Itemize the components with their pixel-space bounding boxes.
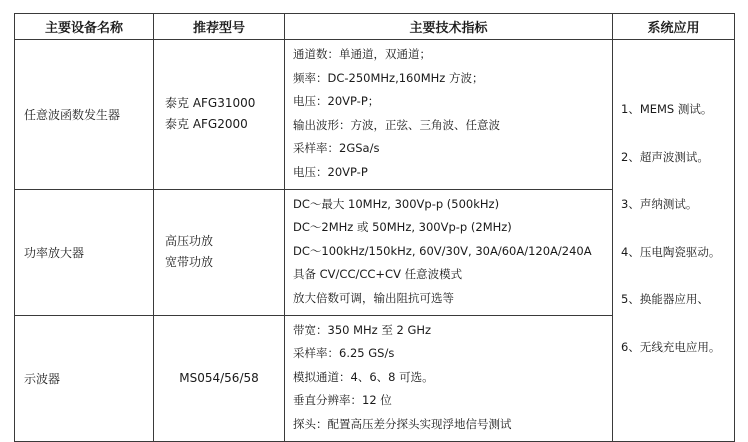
equipment-name: 功率放大器 — [15, 189, 154, 315]
model-cell — [154, 189, 285, 315]
spec-line: 垂直分辨率：12 位 — [293, 393, 392, 408]
application-item: 2、超声波测试。 — [621, 149, 709, 164]
spec-line: 带宽：350 MHz 至 2 GHz — [293, 322, 432, 337]
application-item: 6、无线充电应用。 — [621, 339, 721, 354]
spec-line: 采样率：6.25 GS/s — [293, 346, 395, 361]
application-item: 1、MEMS 测试。 — [621, 102, 713, 116]
application-item: 3、声纳测试。 — [621, 197, 698, 212]
spec-line: 电压：20VP-P； — [293, 94, 380, 109]
model-line: 高压功放 — [165, 234, 214, 249]
spec-line: DC～100kHz/150kHz, 60V/30V, 30A/60A/120A/240A — [293, 243, 592, 258]
model-cell — [154, 40, 285, 190]
specs-cell — [285, 40, 613, 190]
model-line: 宽带功放 — [165, 255, 214, 270]
spec-line: 探头：配置高压差分探头实现浮地信号测试 — [293, 416, 512, 431]
spec-line: 输出波形：方波，正弦、三角波、任意波 — [293, 117, 500, 132]
model-cell — [154, 315, 285, 441]
spec-line: 频率：DC-250MHz,160MHz 方波； — [293, 70, 484, 85]
model-line: MS054/56/58 — [179, 370, 259, 385]
spec-line: 具备 CV/CC/CC+CV 任意波模式 — [293, 267, 463, 282]
header-recommended-model: 推荐型号 — [154, 14, 285, 40]
table-row — [15, 40, 735, 190]
equipment-name: 任意波函数发生器 — [15, 40, 154, 190]
spec-line: 通道数：单通道，双通道； — [293, 47, 431, 61]
header-system-application: 系统应用 — [613, 14, 735, 40]
spec-line: DC～最大 10MHz, 300Vp-p (500kHz) — [293, 196, 500, 211]
equipment-table — [14, 13, 735, 442]
spec-line: DC～2MHz 或 50MHz, 300Vp-p (2MHz) — [293, 220, 512, 235]
model-line: 泰克 AFG2000 — [165, 117, 248, 132]
header-equipment-name: 主要设备名称 — [15, 14, 154, 40]
spec-line: 模拟通道：4、6、8 可选。 — [293, 369, 434, 384]
applications-cell — [613, 40, 735, 442]
equipment-name: 示波器 — [15, 315, 154, 441]
application-item: 5、换能器应用、 — [621, 292, 709, 307]
model-line: 泰克 AFG31000 — [165, 96, 256, 111]
specs-cell — [285, 189, 613, 315]
spec-line: 采样率：2GSa/s — [293, 141, 380, 156]
header-row — [15, 14, 735, 40]
header-tech-specs: 主要技术指标 — [285, 14, 613, 40]
application-item: 4、压电陶瓷驱动。 — [621, 244, 721, 259]
specs-cell — [285, 315, 613, 441]
spec-line: 电压：20VP-P — [293, 164, 368, 179]
spec-line: 放大倍数可调，输出阻抗可选等 — [293, 290, 454, 305]
